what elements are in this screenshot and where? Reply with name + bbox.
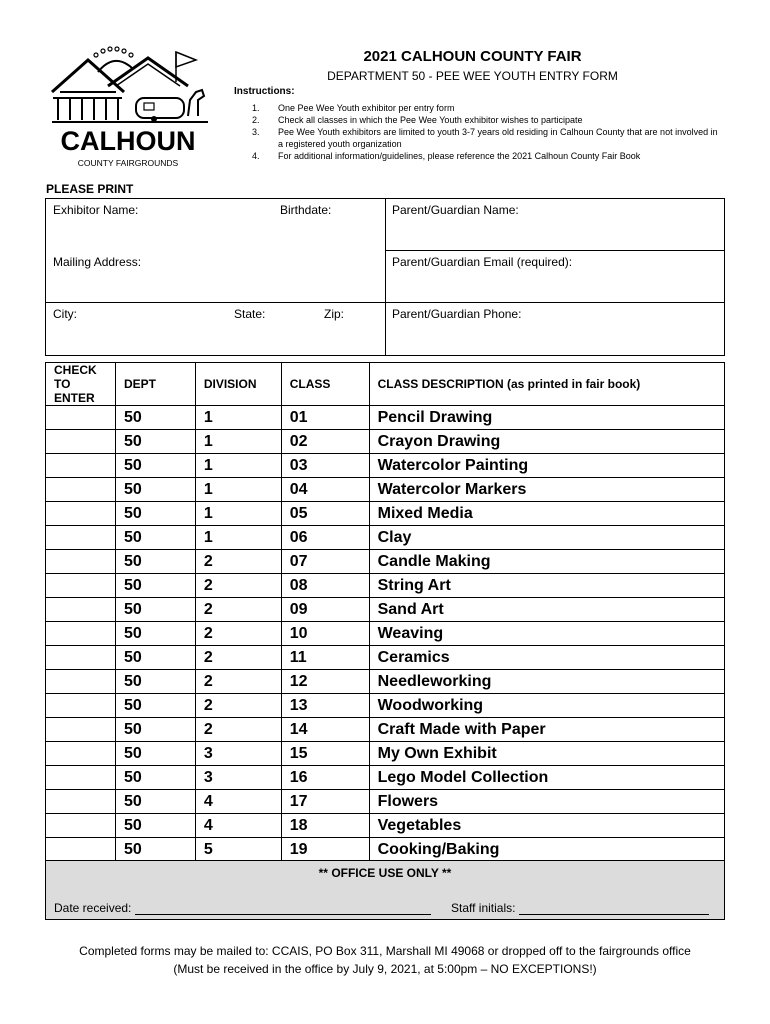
dept-cell: 50 (115, 742, 195, 766)
table-row (46, 526, 725, 550)
grid-divider (46, 302, 724, 303)
form-title: 2021 CALHOUN COUNTY FAIR (363, 48, 582, 65)
check-to-enter-cell[interactable] (46, 814, 116, 838)
class-description-cell: Vegetables (369, 814, 724, 838)
date-received-field[interactable] (54, 901, 431, 915)
dept-cell: 50 (115, 670, 195, 694)
table-row (46, 718, 725, 742)
class-cell: 12 (281, 670, 369, 694)
check-to-enter-cell[interactable] (46, 430, 116, 454)
division-cell: 1 (195, 502, 281, 526)
logo-name: CALHOUN (60, 126, 196, 156)
class-description-cell: Mixed Media (369, 502, 724, 526)
check-to-enter-cell[interactable] (46, 622, 116, 646)
class-cell: 01 (281, 406, 369, 430)
check-to-enter-cell[interactable] (46, 550, 116, 574)
class-description-cell: String Art (369, 574, 724, 598)
class-cell: 11 (281, 646, 369, 670)
table-row (46, 670, 725, 694)
table-row (46, 694, 725, 718)
instruction-text: Check all classes in which the Pee Wee Youth exhibitor wishes to participate (278, 115, 583, 125)
parent-email-field[interactable]: Parent/Guardian Email (required): (392, 255, 573, 269)
table-row (46, 574, 725, 598)
check-to-enter-cell[interactable] (46, 478, 116, 502)
class-cell: 08 (281, 574, 369, 598)
staff-initials-label: Staff initials: (451, 901, 516, 915)
table-row (46, 478, 725, 502)
class-cell: 04 (281, 478, 369, 502)
class-entry-table (45, 362, 725, 862)
dept-cell: 50 (115, 406, 195, 430)
instruction-text: One Pee Wee Youth exhibitor per entry form (278, 103, 455, 113)
staff-initials-line[interactable] (519, 903, 709, 915)
table-row (46, 790, 725, 814)
staff-initials-field[interactable] (451, 901, 709, 915)
fairgrounds-logo-icon (48, 42, 218, 172)
class-description-cell: Weaving (369, 622, 724, 646)
class-header: CLASS (281, 363, 369, 406)
class-description-cell: Flowers (369, 790, 724, 814)
dept-cell: 50 (115, 598, 195, 622)
instructions-list (252, 102, 722, 162)
office-use-section (45, 860, 725, 920)
dept-cell: 50 (115, 718, 195, 742)
class-cell: 05 (281, 502, 369, 526)
division-cell: 2 (195, 574, 281, 598)
table-row (46, 598, 725, 622)
instruction-number: 2. (252, 115, 260, 125)
class-cell: 14 (281, 718, 369, 742)
division-cell: 2 (195, 718, 281, 742)
instruction-number: 1. (252, 103, 260, 113)
class-cell: 03 (281, 454, 369, 478)
check-to-enter-cell[interactable] (46, 766, 116, 790)
parent-phone-field[interactable]: Parent/Guardian Phone: (392, 307, 522, 321)
dept-cell: 50 (115, 814, 195, 838)
instruction-item (252, 114, 722, 126)
check-to-enter-cell[interactable] (46, 574, 116, 598)
division-cell: 2 (195, 670, 281, 694)
check-to-enter-cell[interactable] (46, 454, 116, 478)
class-description-cell: My Own Exhibit (369, 742, 724, 766)
class-cell: 15 (281, 742, 369, 766)
division-header: DIVISION (195, 363, 281, 406)
instruction-number: 4. (252, 151, 260, 161)
table-row (46, 430, 725, 454)
class-cell: 16 (281, 766, 369, 790)
date-received-label: Date received: (54, 901, 132, 915)
division-cell: 1 (195, 430, 281, 454)
class-description-cell: Watercolor Painting (369, 454, 724, 478)
instruction-text: Pee Wee Youth exhibitors are limited to youth 3-7 years old residing in Calhoun County that are not involved in a registered youth organization (278, 127, 718, 149)
exhibitor-name-field[interactable]: Exhibitor Name: (53, 203, 139, 217)
form-subtitle: DEPARTMENT 50 - PEE WEE YOUTH ENTRY FORM (327, 69, 618, 83)
office-use-title: ** OFFICE USE ONLY ** (318, 866, 452, 880)
date-received-line[interactable] (135, 903, 431, 915)
check-to-enter-cell[interactable] (46, 670, 116, 694)
check-to-enter-header (46, 363, 116, 406)
check-to-enter-cell[interactable] (46, 790, 116, 814)
instructions-heading: Instructions: (234, 86, 295, 97)
check-to-enter-cell[interactable] (46, 598, 116, 622)
grid-divider (385, 250, 724, 251)
instruction-item (252, 126, 722, 150)
check-to-enter-cell[interactable] (46, 406, 116, 430)
calhoun-fairgrounds-logo (48, 42, 218, 172)
table-row (46, 550, 725, 574)
dept-cell: 50 (115, 478, 195, 502)
footer-deadline-note: (Must be received in the office by July 9, 2021, at 5:00pm – NO EXCEPTIONS!) (173, 962, 597, 976)
class-description-cell: Clay (369, 526, 724, 550)
state-field[interactable]: State: (234, 307, 266, 321)
class-description-cell: Crayon Drawing (369, 430, 724, 454)
class-cell: 19 (281, 838, 369, 862)
check-header-line1: CHECK TO (54, 363, 97, 391)
class-description-cell: Lego Model Collection (369, 766, 724, 790)
division-cell: 2 (195, 622, 281, 646)
dept-cell: 50 (115, 622, 195, 646)
footer-mailing-note: Completed forms may be mailed to: CCAIS, PO Box 311, Marshall MI 49068 or dropped off to the fairgrounds office (79, 944, 691, 958)
dept-cell: 50 (115, 550, 195, 574)
grid-divider (385, 199, 386, 355)
division-cell: 1 (195, 406, 281, 430)
table-row (46, 838, 725, 862)
description-header: CLASS DESCRIPTION (as printed in fair book) (369, 363, 724, 406)
check-to-enter-cell[interactable] (46, 718, 116, 742)
class-cell: 18 (281, 814, 369, 838)
check-to-enter-cell[interactable] (46, 646, 116, 670)
class-cell: 06 (281, 526, 369, 550)
table-row (46, 766, 725, 790)
check-to-enter-cell[interactable] (46, 502, 116, 526)
dept-cell: 50 (115, 694, 195, 718)
class-description-cell: Woodworking (369, 694, 724, 718)
division-cell: 5 (195, 838, 281, 862)
table-row (46, 814, 725, 838)
class-cell: 02 (281, 430, 369, 454)
birthdate-field[interactable]: Birthdate: (280, 203, 332, 217)
class-cell: 17 (281, 790, 369, 814)
division-cell: 2 (195, 646, 281, 670)
division-cell: 3 (195, 766, 281, 790)
dept-cell: 50 (115, 838, 195, 862)
please-print-label: PLEASE PRINT (46, 182, 134, 196)
class-description-cell: Sand Art (369, 598, 724, 622)
check-header-line2: ENTER (54, 391, 95, 405)
dept-cell: 50 (115, 766, 195, 790)
mailing-address-field[interactable]: Mailing Address: (53, 255, 142, 269)
dept-header: DEPT (115, 363, 195, 406)
class-description-cell: Pencil Drawing (369, 406, 724, 430)
class-description-cell: Ceramics (369, 646, 724, 670)
logo-tagline: COUNTY FAIRGROUNDS (77, 158, 179, 168)
division-cell: 2 (195, 694, 281, 718)
instruction-item (252, 102, 722, 114)
table-row (46, 406, 725, 430)
division-cell: 2 (195, 598, 281, 622)
class-description-cell: Needleworking (369, 670, 724, 694)
class-description-cell: Candle Making (369, 550, 724, 574)
division-cell: 1 (195, 478, 281, 502)
zip-field[interactable]: Zip: (324, 307, 345, 321)
check-to-enter-cell[interactable] (46, 694, 116, 718)
instruction-item (252, 150, 722, 162)
instruction-number: 3. (252, 127, 260, 137)
city-field[interactable]: City: (53, 307, 77, 321)
class-cell: 13 (281, 694, 369, 718)
table-row (46, 454, 725, 478)
check-to-enter-cell[interactable] (46, 838, 116, 862)
parent-name-field[interactable]: Parent/Guardian Name: (392, 203, 519, 217)
exhibitor-info-grid (45, 198, 725, 356)
dept-cell: 50 (115, 502, 195, 526)
dept-cell: 50 (115, 790, 195, 814)
dept-cell: 50 (115, 646, 195, 670)
division-cell: 1 (195, 526, 281, 550)
class-cell: 10 (281, 622, 369, 646)
table-row (46, 742, 725, 766)
division-cell: 1 (195, 454, 281, 478)
division-cell: 4 (195, 814, 281, 838)
table-row (46, 622, 725, 646)
table-row (46, 502, 725, 526)
class-description-cell: Craft Made with Paper (369, 718, 724, 742)
dept-cell: 50 (115, 454, 195, 478)
class-description-cell: Cooking/Baking (369, 838, 724, 862)
division-cell: 4 (195, 790, 281, 814)
dept-cell: 50 (115, 574, 195, 598)
division-cell: 2 (195, 550, 281, 574)
division-cell: 3 (195, 742, 281, 766)
class-cell: 09 (281, 598, 369, 622)
instruction-text: For additional information/guidelines, please reference the 2021 Calhoun County Fair Book (278, 151, 641, 161)
dept-cell: 50 (115, 526, 195, 550)
class-cell: 07 (281, 550, 369, 574)
check-to-enter-cell[interactable] (46, 526, 116, 550)
dept-cell: 50 (115, 430, 195, 454)
class-description-cell: Watercolor Markers (369, 478, 724, 502)
table-header-row (46, 363, 725, 406)
check-to-enter-cell[interactable] (46, 742, 116, 766)
table-row (46, 646, 725, 670)
